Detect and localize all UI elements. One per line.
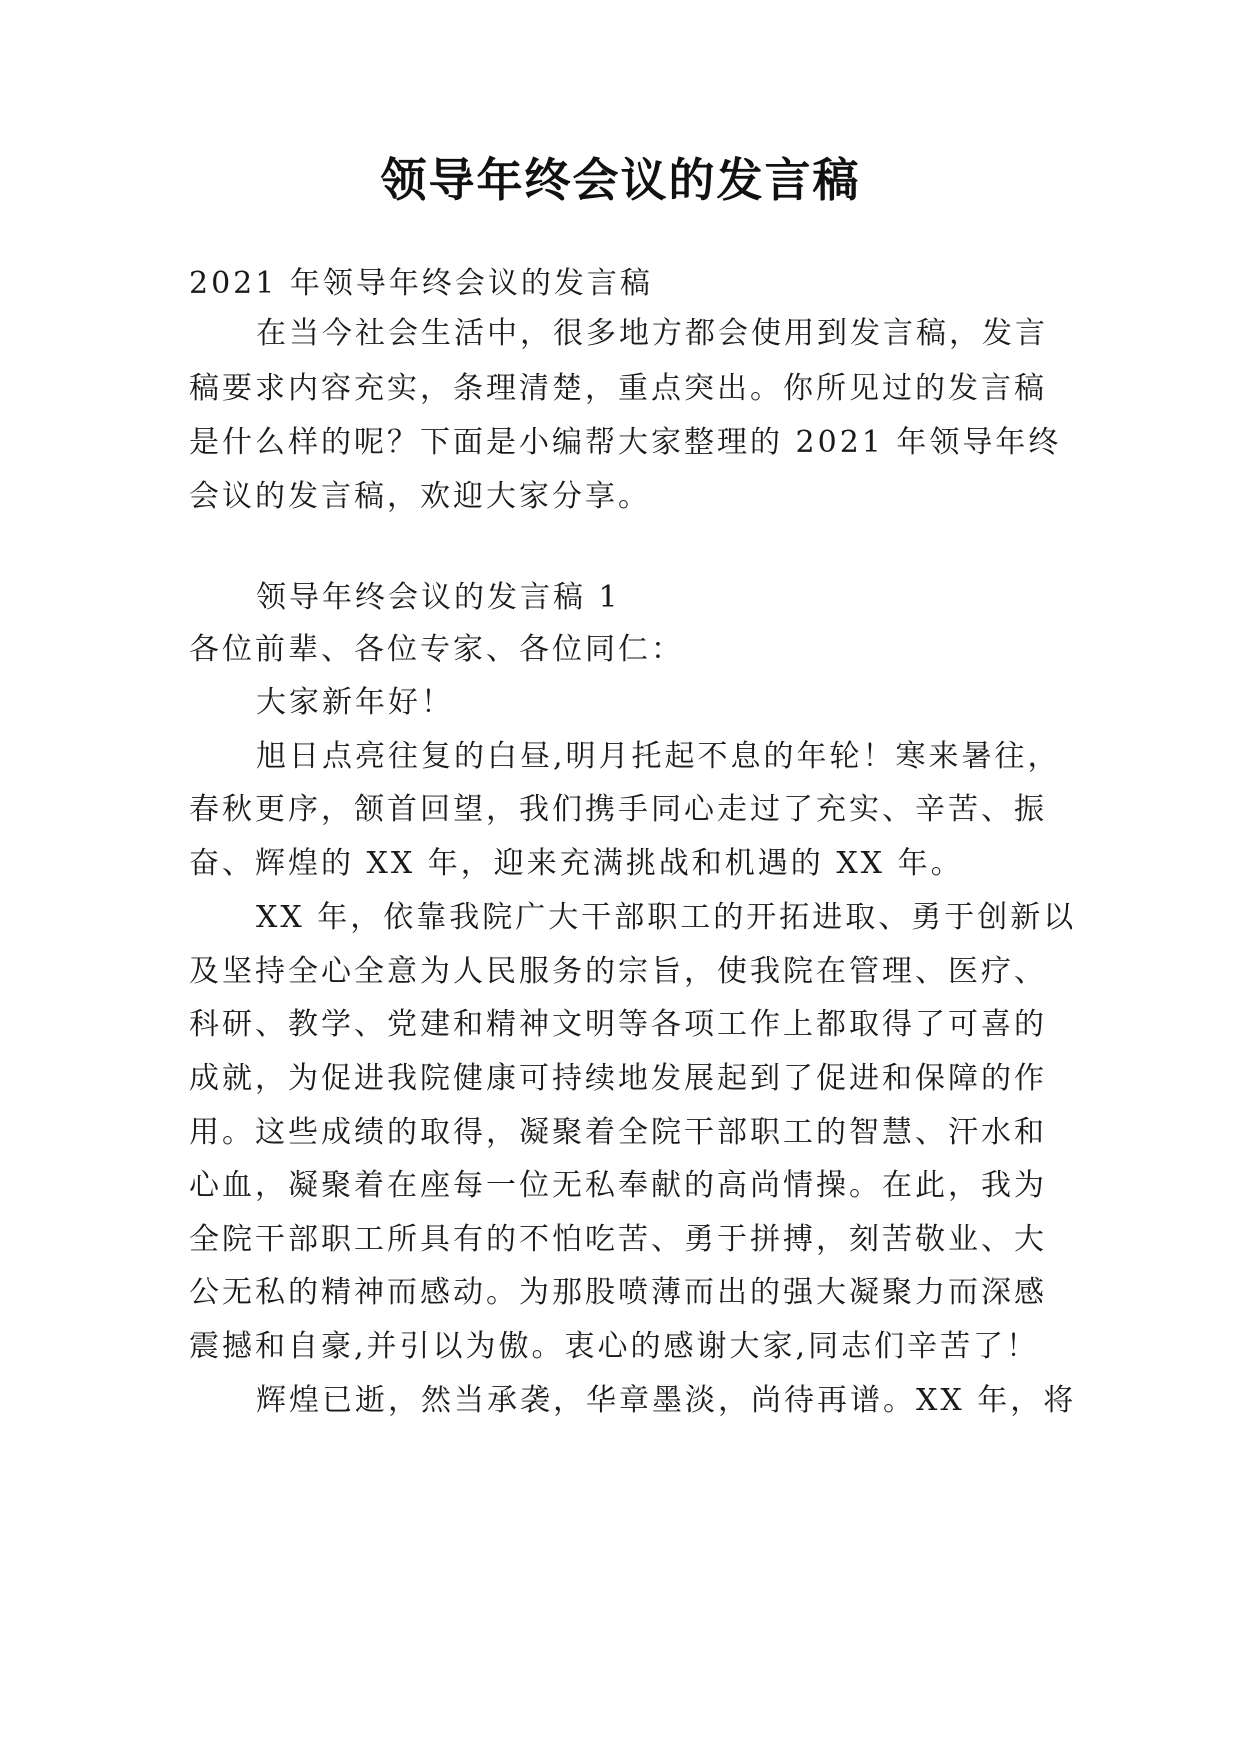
paragraph-line: 及坚持全心全意为人民服务的宗旨，使我院在管理、医疗、 (189, 954, 1047, 989)
paragraph-line: 春秋更序，颔首回望，我们携手同心走过了充实、辛苦、振 (189, 792, 1047, 827)
salutation-line: 各位前辈、各位专家、各位同仁： (189, 632, 684, 667)
paragraph-line: 会议的发言稿，欢迎大家分享。 (189, 479, 651, 514)
paragraph-line: 辉煌已逝，然当承袭，华章墨淡，尚待再谱。XX 年，将 (256, 1383, 1077, 1418)
paragraph-line: 用。这些成绩的取得，凝聚着全院干部职工的智慧、汗水和 (189, 1115, 1047, 1150)
paragraph-line: 震撼和自豪,并引以为傲。衷心的感谢大家,同志们辛苦了！ (189, 1329, 1040, 1364)
paragraph-line: 科研、教学、党建和精神文明等各项工作上都取得了可喜的 (189, 1007, 1047, 1042)
paragraph-line: 是什么样的呢？下面是小编帮大家整理的 2021 年领导年终 (189, 425, 1062, 460)
paragraph-line: 稿要求内容充实，条理清楚，重点突出。你所见过的发言稿 (189, 371, 1047, 406)
paragraph-line: 在当今社会生活中，很多地方都会使用到发言稿，发言 (256, 316, 1048, 351)
paragraph-line: 旭日点亮往复的白昼,明月托起不息的年轮！寒来暑往， (256, 739, 1061, 774)
section-heading: 领导年终会议的发言稿 1 (256, 580, 621, 615)
paragraph-line: 全院干部职工所具有的不怕吃苦、勇于拼搏，刻苦敬业、大 (189, 1222, 1047, 1257)
paragraph-line: 奋、辉煌的 XX 年，迎来充满挑战和机遇的 XX 年。 (189, 846, 964, 881)
paragraph-line: 公无私的精神而感动。为那股喷薄而出的强大凝聚力而深感 (189, 1275, 1047, 1310)
greeting-line: 大家新年好！ (256, 685, 454, 720)
paragraph-line: XX 年，依靠我院广大干部职工的开拓进取、勇于创新以 (256, 900, 1077, 935)
paragraph-line: 心血，凝聚着在座每一位无私奉献的高尚情操。在此，我为 (189, 1168, 1047, 1203)
subtitle-line: 2021 年领导年终会议的发言稿 (189, 266, 653, 301)
document-title: 领导年终会议的发言稿 (380, 153, 861, 207)
paragraph-line: 成就，为促进我院健康可持续地发展起到了促进和保障的作 (189, 1061, 1047, 1096)
